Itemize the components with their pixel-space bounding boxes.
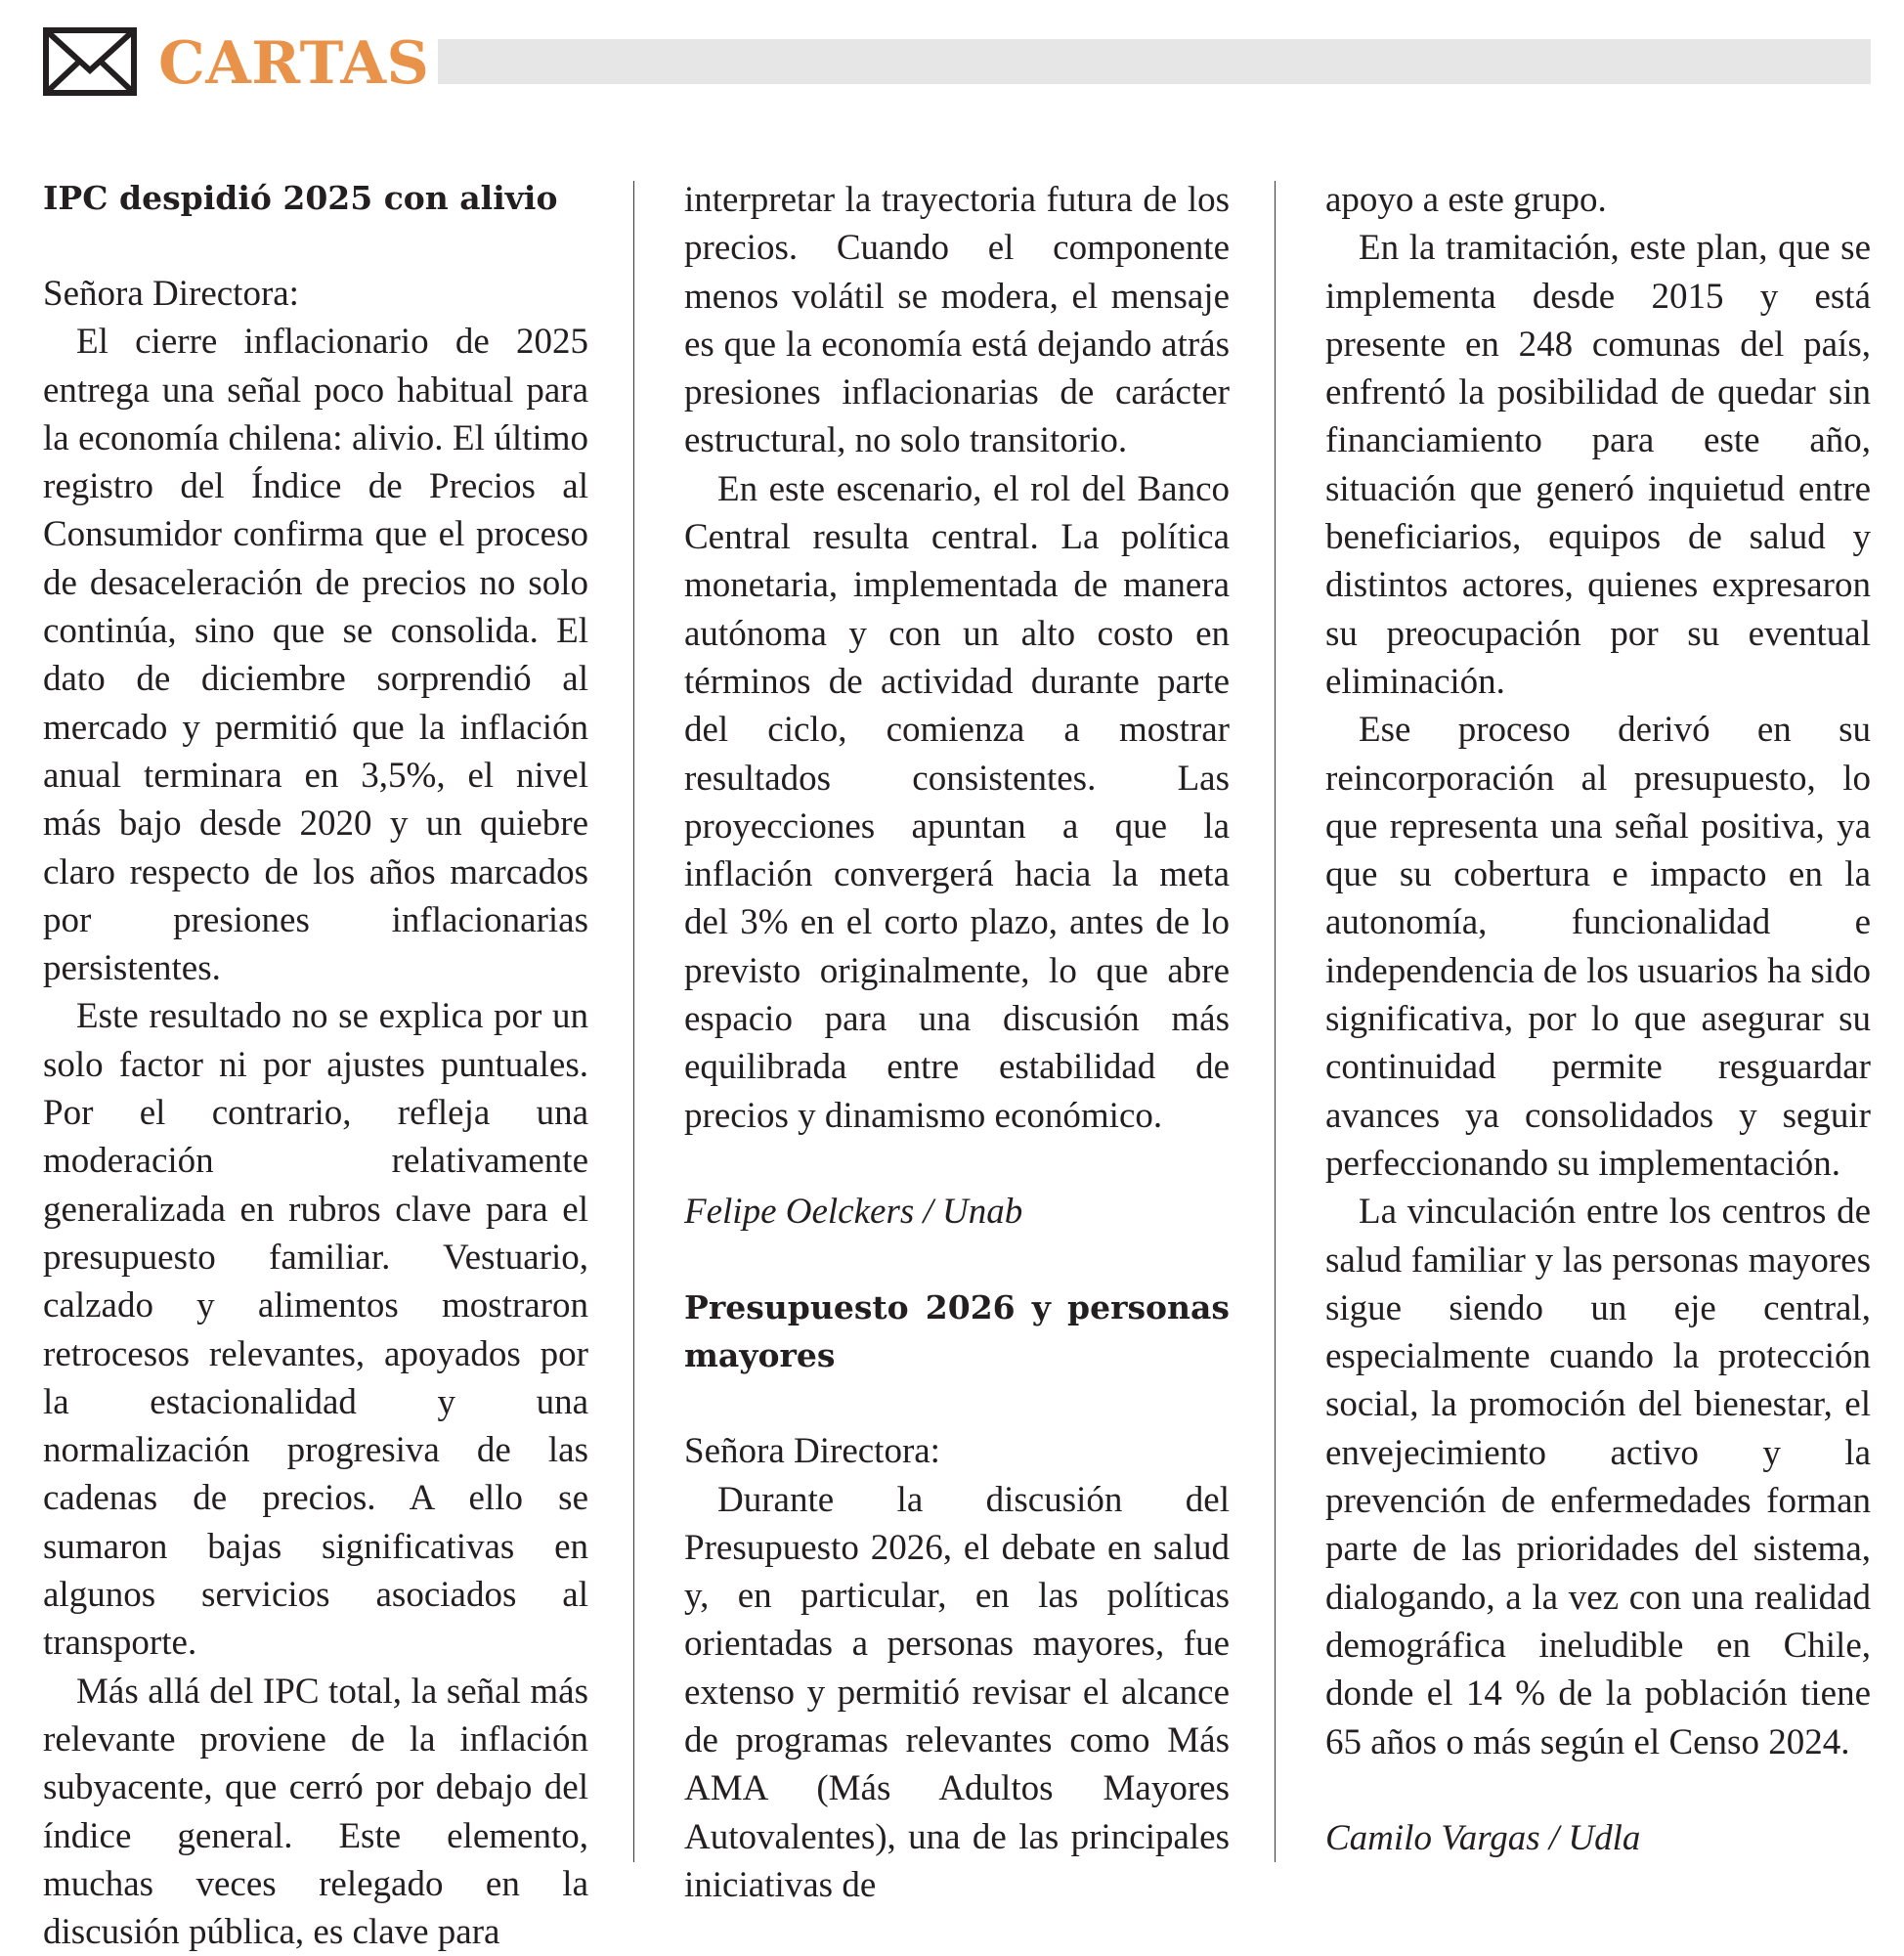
section-header <box>43 27 1871 98</box>
column-3 <box>1325 176 1871 1862</box>
letter-title: IPC despidió 2025 con alivio <box>43 179 558 217</box>
section-title: CARTAS <box>158 29 430 98</box>
letter-paragraph: El cierre inflacionario de 2025 entrega una señal poco habitual para la economía chilena: alivio. El último registro del Índice de Precios al Consumidor confirma que el proceso de desaceleración de precios no solo continúa, sino que se consolida. El dato de diciembre sorprendió al mercado y permitió que la inflación anual terminara en 3,5%, el nivel más bajo desde 2020 y un quiebre claro respecto de los años marcados por presiones inflacionarias persistentes. <box>43 322 588 989</box>
salutation: Señora Directora: <box>43 274 299 314</box>
letter-title: Presupuesto 2026 y personas mayores <box>684 1288 1230 1375</box>
letter-author: Felipe Oelckers / Unab <box>684 1191 1023 1232</box>
column-2 <box>684 176 1230 1909</box>
letter-paragraph: En este escenario, el rol del Banco Central resulta central. La política monetaria, implementada de manera autónoma y con un alto costo en términos de actividad durante parte del ciclo, comienza a mostrar resultados consistentes. Las proyecciones apuntan a que la inflación convergerá hacia la meta del 3% en el corto plazo, antes de lo previsto originalmente, lo que abre espacio para una discusión más equilibrada entre estabilidad de precios y dinamismo económico. <box>684 468 1230 1136</box>
letter-author: Camilo Vargas / Udla <box>1325 1817 1641 1858</box>
letter-paragraph: Más allá del IPC total, la señal más relevante proviene de la inflación subyacente, que cerró por debajo del índice general. Este elemento, muchas veces relegado en la discusión pública, es clave para <box>43 1671 588 1953</box>
letter-paragraph: Este resultado no se explica por un solo factor ni por ajustes puntuales. Por el contrario, refleja una moderación relativamente generalizada en rubros clave para el presupuesto familiar. Vestuario, calzado y alimentos mostraron retrocesos relevantes, apoyados por la estacionalidad y una normalización progresiva de las cadenas de precios. A ello se sumaron bajas significativas en algunos servicios asociados al transporte. <box>43 996 588 1664</box>
salutation: Señora Directora: <box>684 1431 940 1472</box>
letter-paragraph: La vinculación entre los centros de salud familiar y las personas mayores sigue siendo un eje central, especialmente cuando la protección social, la promoción del bienestar, el envejecimiento activo y la prevención de enfermedades forman parte de las prioridades del sistema, dialogando, a la vez con una realidad demográfica ineludible en Chile, donde el 14 % de la población tiene 65 años o más según el Censo 2024. <box>1325 1192 1871 1762</box>
letter-paragraph: Durante la discusión del Presupuesto 2026, el debate en salud y, en particular, en las políticas orientadas a personas mayores, fue extenso y permitió revisar el alcance de programas relevantes como Más AMA (Más Adultos Mayores Autovalentes), una de las principales iniciativas de <box>684 1479 1230 1905</box>
header-bar <box>438 39 1871 84</box>
envelope-icon <box>43 27 137 96</box>
letter-paragraph: En la tramitación, este plan, que se implementa desde 2015 y está presente en 248 comunas del país, enfrentó la posibilidad de quedar sin financiamiento para este año, situación que generó inquietud entre beneficiarios, equipos de salud y distintos actores, quienes expresaron su preocupación por su eventual eliminación. <box>1325 228 1871 702</box>
column-divider <box>633 181 634 1862</box>
column-1 <box>43 174 588 1956</box>
column-divider <box>1275 181 1276 1862</box>
letter-paragraph: Ese proceso derivó en su reincorporación al presupuesto, lo que representa una señal positiva, ya que su cobertura e impacto en la autonomía, funcionalidad e independencia de los usuarios ha sido significativa, por lo que asegurar su continuidad permite resguardar avances ya consolidados y seguir perfeccionando su implementación. <box>1325 710 1871 1184</box>
letter-paragraph: apoyo a este grupo. <box>1325 180 1607 220</box>
letter-paragraph: interpretar la trayectoria futura de los precios. Cuando el componente menos volátil se modera, el mensaje es que la economía está dejando atrás presiones inflacionarias de carácter estructural, no solo transitorio. <box>684 180 1230 461</box>
